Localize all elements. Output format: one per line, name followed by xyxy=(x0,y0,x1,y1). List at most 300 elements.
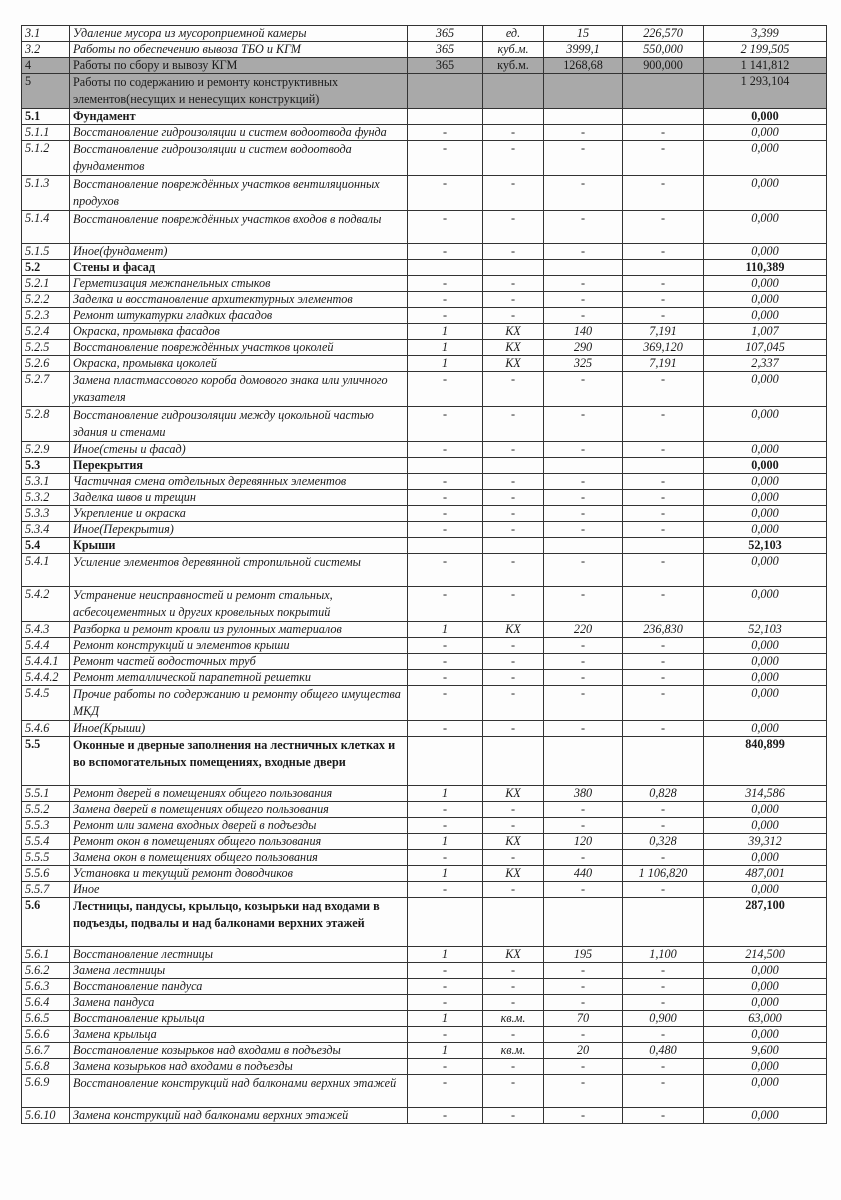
table-row xyxy=(22,866,827,882)
cell-quantity: - xyxy=(544,818,623,834)
cell-name: Ремонт дверей в помещениях общего пользования xyxy=(70,786,408,802)
cell-unit: - xyxy=(483,802,544,818)
cell-unit: - xyxy=(483,1027,544,1043)
cell-quantity: 15 xyxy=(544,26,623,42)
cell-name: Окраска, промывка фасадов xyxy=(70,324,408,340)
cell-price: - xyxy=(623,442,704,458)
cell-code: 5.6.1 xyxy=(22,947,70,963)
table-row xyxy=(22,211,827,244)
cell-frequency xyxy=(408,458,483,474)
cell-quantity: - xyxy=(544,802,623,818)
cell-name: Заделка швов и трещин xyxy=(70,490,408,506)
cell-frequency: - xyxy=(408,506,483,522)
cell-name: Замена лестницы xyxy=(70,963,408,979)
cell-unit: - xyxy=(483,670,544,686)
cell-sum: 0,000 xyxy=(704,654,827,670)
cell-frequency: 1 xyxy=(408,1043,483,1059)
cell-unit: - xyxy=(483,979,544,995)
cell-price: 900,000 xyxy=(623,58,704,74)
cell-frequency: - xyxy=(408,522,483,538)
cell-sum: 0,000 xyxy=(704,979,827,995)
cell-frequency xyxy=(408,109,483,125)
cell-sum: 0,000 xyxy=(704,802,827,818)
cell-quantity: 140 xyxy=(544,324,623,340)
cell-quantity: 3999,1 xyxy=(544,42,623,58)
cell-unit: - xyxy=(483,372,544,407)
table-row xyxy=(22,1075,827,1108)
table-row xyxy=(22,882,827,898)
table-row xyxy=(22,340,827,356)
cell-code: 5.4.4.1 xyxy=(22,654,70,670)
cell-quantity: - xyxy=(544,292,623,308)
cell-name: Разборка и ремонт кровли из рулонных материалов xyxy=(70,622,408,638)
cell-price: - xyxy=(623,276,704,292)
cell-quantity xyxy=(544,898,623,947)
cell-frequency: 365 xyxy=(408,26,483,42)
cell-quantity: - xyxy=(544,979,623,995)
cell-unit: - xyxy=(483,995,544,1011)
cell-price: - xyxy=(623,670,704,686)
cell-price: - xyxy=(623,1027,704,1043)
cell-quantity xyxy=(544,74,623,109)
cell-quantity: - xyxy=(544,721,623,737)
cell-unit: - xyxy=(483,1108,544,1124)
cell-code: 5 xyxy=(22,74,70,109)
cell-name: Восстановление крыльца xyxy=(70,1011,408,1027)
cell-name: Ремонт металлической парапетной решетки xyxy=(70,670,408,686)
table-row xyxy=(22,979,827,995)
cell-price: 0,900 xyxy=(623,1011,704,1027)
cell-name: Иное xyxy=(70,882,408,898)
cell-sum: 0,000 xyxy=(704,1027,827,1043)
cell-quantity: - xyxy=(544,850,623,866)
cell-code: 5.4.6 xyxy=(22,721,70,737)
cell-unit: - xyxy=(483,407,544,442)
cell-unit: - xyxy=(483,686,544,721)
cell-sum: 487,001 xyxy=(704,866,827,882)
cell-frequency: 1 xyxy=(408,622,483,638)
cell-name: Восстановление козырьков над входами в подъезды xyxy=(70,1043,408,1059)
cell-sum: 0,000 xyxy=(704,176,827,211)
cell-unit: - xyxy=(483,882,544,898)
cell-code: 5.5.5 xyxy=(22,850,70,866)
cell-quantity: - xyxy=(544,1075,623,1108)
cell-frequency: - xyxy=(408,554,483,587)
cell-sum: 110,389 xyxy=(704,260,827,276)
cell-unit: - xyxy=(483,276,544,292)
cell-price xyxy=(623,458,704,474)
cell-code: 3.1 xyxy=(22,26,70,42)
cell-code: 5.5.2 xyxy=(22,802,70,818)
cell-code: 5.2.2 xyxy=(22,292,70,308)
table-row xyxy=(22,1108,827,1124)
cell-code: 4 xyxy=(22,58,70,74)
cell-frequency: - xyxy=(408,292,483,308)
table-row xyxy=(22,554,827,587)
cell-quantity: - xyxy=(544,1059,623,1075)
cell-name: Устранение неисправностей и ремонт стальных, асбесоцементных и других кровельных покрытий xyxy=(70,587,408,622)
cell-code: 5.2.8 xyxy=(22,407,70,442)
cell-sum: 52,103 xyxy=(704,622,827,638)
cell-frequency: 365 xyxy=(408,58,483,74)
cell-quantity xyxy=(544,260,623,276)
cell-sum: 52,103 xyxy=(704,538,827,554)
cell-price: - xyxy=(623,141,704,176)
cell-sum: 0,000 xyxy=(704,1108,827,1124)
cell-name: Замена конструкций над балконами верхних этажей xyxy=(70,1108,408,1124)
cell-price: - xyxy=(623,308,704,324)
cell-code: 5.3.4 xyxy=(22,522,70,538)
cell-sum: 107,045 xyxy=(704,340,827,356)
works-cost-table xyxy=(21,25,827,1124)
table-row xyxy=(22,1043,827,1059)
cell-quantity: - xyxy=(544,506,623,522)
cell-name: Замена пандуса xyxy=(70,995,408,1011)
cell-quantity: - xyxy=(544,522,623,538)
cell-unit: КХ xyxy=(483,834,544,850)
table-row xyxy=(22,850,827,866)
cell-code: 5.3.3 xyxy=(22,506,70,522)
cell-name: Восстановление конструкций над балконами верхних этажей xyxy=(70,1075,408,1108)
cell-name: Оконные и дверные заполнения на лестничных клетках и во вспомогательных помещениях, входные двери xyxy=(70,737,408,786)
cell-sum: 0,000 xyxy=(704,686,827,721)
cell-unit: - xyxy=(483,211,544,244)
cell-price: 7,191 xyxy=(623,356,704,372)
cell-name: Окраска, промывка цоколей xyxy=(70,356,408,372)
cell-name: Стены и фасад xyxy=(70,260,408,276)
cell-frequency: - xyxy=(408,638,483,654)
cell-quantity: - xyxy=(544,882,623,898)
cell-unit: КХ xyxy=(483,340,544,356)
cell-frequency: - xyxy=(408,802,483,818)
cell-code: 5.6.10 xyxy=(22,1108,70,1124)
cell-frequency: - xyxy=(408,407,483,442)
works-cost-table-page xyxy=(21,25,826,1124)
cell-price: 550,000 xyxy=(623,42,704,58)
cell-sum: 0,000 xyxy=(704,818,827,834)
cell-frequency: - xyxy=(408,474,483,490)
cell-sum: 0,000 xyxy=(704,721,827,737)
cell-name: Лестницы, пандусы, крыльцо, козырьки над входами в подъезды, подвалы и над балконами верхних этажей xyxy=(70,898,408,947)
cell-code: 5.4.4 xyxy=(22,638,70,654)
cell-sum: 0,000 xyxy=(704,882,827,898)
cell-price: - xyxy=(623,125,704,141)
cell-unit: - xyxy=(483,818,544,834)
cell-unit xyxy=(483,74,544,109)
cell-unit: кв.м. xyxy=(483,1043,544,1059)
cell-quantity: - xyxy=(544,372,623,407)
cell-name: Восстановление гидроизоляции между цокольной частью здания и стенами xyxy=(70,407,408,442)
cell-name: Укрепление и окраска xyxy=(70,506,408,522)
cell-quantity: - xyxy=(544,995,623,1011)
cell-name: Замена козырьков над входами в подъезды xyxy=(70,1059,408,1075)
cell-unit xyxy=(483,898,544,947)
cell-frequency: 1 xyxy=(408,866,483,882)
cell-price: - xyxy=(623,176,704,211)
cell-price xyxy=(623,260,704,276)
cell-code: 5.1.5 xyxy=(22,244,70,260)
cell-unit xyxy=(483,109,544,125)
cell-sum: 0,000 xyxy=(704,587,827,622)
table-row xyxy=(22,963,827,979)
cell-sum: 314,586 xyxy=(704,786,827,802)
table-row xyxy=(22,74,827,109)
cell-quantity: - xyxy=(544,1027,623,1043)
table-row xyxy=(22,1059,827,1075)
cell-quantity: 325 xyxy=(544,356,623,372)
cell-frequency: 1 xyxy=(408,834,483,850)
table-row xyxy=(22,898,827,947)
cell-name: Ремонт штукатурки гладких фасадов xyxy=(70,308,408,324)
table-row xyxy=(22,587,827,622)
cell-sum: 1,007 xyxy=(704,324,827,340)
cell-price: 1,100 xyxy=(623,947,704,963)
table-row xyxy=(22,372,827,407)
cell-name: Крыши xyxy=(70,538,408,554)
cell-code: 5.6.5 xyxy=(22,1011,70,1027)
cell-code: 5.3.2 xyxy=(22,490,70,506)
table-row xyxy=(22,356,827,372)
cell-unit: куб.м. xyxy=(483,58,544,74)
cell-quantity: 440 xyxy=(544,866,623,882)
cell-price xyxy=(623,737,704,786)
cell-code: 5.4.2 xyxy=(22,587,70,622)
cell-unit: - xyxy=(483,292,544,308)
table-row xyxy=(22,244,827,260)
cell-code: 5.2.7 xyxy=(22,372,70,407)
cell-sum: 1 141,812 xyxy=(704,58,827,74)
cell-code: 5.4.4.2 xyxy=(22,670,70,686)
cell-code: 5.6.6 xyxy=(22,1027,70,1043)
table-row xyxy=(22,58,827,74)
cell-sum: 287,100 xyxy=(704,898,827,947)
cell-price: - xyxy=(623,292,704,308)
cell-frequency: - xyxy=(408,850,483,866)
table-row xyxy=(22,308,827,324)
cell-frequency: 1 xyxy=(408,356,483,372)
cell-quantity: - xyxy=(544,1108,623,1124)
table-row xyxy=(22,654,827,670)
table-row xyxy=(22,686,827,721)
cell-name: Ремонт или замена входных дверей в подъезды xyxy=(70,818,408,834)
cell-sum: 0,000 xyxy=(704,850,827,866)
cell-frequency xyxy=(408,74,483,109)
cell-name: Ремонт окон в помещениях общего пользования xyxy=(70,834,408,850)
cell-sum: 0,000 xyxy=(704,522,827,538)
cell-quantity xyxy=(544,458,623,474)
table-row xyxy=(22,42,827,58)
cell-unit: куб.м. xyxy=(483,42,544,58)
table-row xyxy=(22,1027,827,1043)
cell-code: 5.5.1 xyxy=(22,786,70,802)
cell-unit: - xyxy=(483,654,544,670)
cell-price: - xyxy=(623,638,704,654)
cell-name: Замена пластмассового короба домового знака или уличного указателя xyxy=(70,372,408,407)
cell-price: - xyxy=(623,1075,704,1108)
table-body xyxy=(22,26,827,1124)
cell-frequency: - xyxy=(408,442,483,458)
cell-frequency: - xyxy=(408,721,483,737)
cell-price: - xyxy=(623,474,704,490)
cell-code: 5.1.4 xyxy=(22,211,70,244)
cell-price: - xyxy=(623,995,704,1011)
cell-price: - xyxy=(623,721,704,737)
cell-price: - xyxy=(623,802,704,818)
table-row xyxy=(22,458,827,474)
cell-sum: 0,000 xyxy=(704,308,827,324)
cell-frequency xyxy=(408,538,483,554)
cell-sum: 2 199,505 xyxy=(704,42,827,58)
cell-unit: КХ xyxy=(483,786,544,802)
table-row xyxy=(22,407,827,442)
cell-price: 1 106,820 xyxy=(623,866,704,882)
cell-sum: 0,000 xyxy=(704,638,827,654)
cell-name: Замена крыльца xyxy=(70,1027,408,1043)
cell-price: - xyxy=(623,882,704,898)
cell-quantity: - xyxy=(544,125,623,141)
cell-frequency: - xyxy=(408,587,483,622)
cell-quantity: - xyxy=(544,587,623,622)
cell-unit xyxy=(483,737,544,786)
cell-quantity: - xyxy=(544,963,623,979)
cell-code: 5.6.2 xyxy=(22,963,70,979)
cell-frequency: - xyxy=(408,979,483,995)
cell-price: 0,480 xyxy=(623,1043,704,1059)
table-row xyxy=(22,995,827,1011)
cell-frequency: - xyxy=(408,995,483,1011)
cell-sum: 1 293,104 xyxy=(704,74,827,109)
table-row xyxy=(22,260,827,276)
table-row xyxy=(22,26,827,42)
cell-quantity: 290 xyxy=(544,340,623,356)
cell-quantity: 70 xyxy=(544,1011,623,1027)
cell-sum: 0,000 xyxy=(704,276,827,292)
table-row xyxy=(22,176,827,211)
cell-frequency: - xyxy=(408,963,483,979)
table-row xyxy=(22,292,827,308)
cell-code: 5.1.1 xyxy=(22,125,70,141)
cell-unit: кв.м. xyxy=(483,1011,544,1027)
cell-price: 0,828 xyxy=(623,786,704,802)
cell-code: 5.5.7 xyxy=(22,882,70,898)
cell-code: 5.4.1 xyxy=(22,554,70,587)
cell-unit: - xyxy=(483,141,544,176)
cell-price: 226,570 xyxy=(623,26,704,42)
table-row xyxy=(22,324,827,340)
cell-name: Работы по обеспечению вывоза ТБО и КГМ xyxy=(70,42,408,58)
cell-quantity xyxy=(544,737,623,786)
cell-code: 5.2.5 xyxy=(22,340,70,356)
cell-price: - xyxy=(623,522,704,538)
cell-code: 5.5 xyxy=(22,737,70,786)
cell-name: Ремонт частей водосточных труб xyxy=(70,654,408,670)
cell-unit xyxy=(483,260,544,276)
cell-name: Ремонт конструкций и элементов крыши xyxy=(70,638,408,654)
cell-quantity xyxy=(544,538,623,554)
table-row xyxy=(22,721,827,737)
cell-code: 5.6.3 xyxy=(22,979,70,995)
table-row xyxy=(22,802,827,818)
cell-unit: - xyxy=(483,244,544,260)
cell-unit: - xyxy=(483,442,544,458)
cell-sum: 0,000 xyxy=(704,474,827,490)
cell-quantity: 120 xyxy=(544,834,623,850)
cell-price: 236,830 xyxy=(623,622,704,638)
cell-frequency: - xyxy=(408,818,483,834)
cell-name: Восстановление повреждённых участков цоколей xyxy=(70,340,408,356)
cell-frequency xyxy=(408,260,483,276)
cell-unit: КХ xyxy=(483,356,544,372)
cell-frequency: - xyxy=(408,1027,483,1043)
cell-frequency: - xyxy=(408,308,483,324)
table-row xyxy=(22,125,827,141)
cell-code: 5.6.8 xyxy=(22,1059,70,1075)
cell-sum: 0,000 xyxy=(704,244,827,260)
cell-unit xyxy=(483,458,544,474)
cell-name: Иное(Крыши) xyxy=(70,721,408,737)
cell-unit: - xyxy=(483,474,544,490)
cell-frequency: - xyxy=(408,211,483,244)
table-row xyxy=(22,474,827,490)
cell-sum: 0,000 xyxy=(704,442,827,458)
cell-unit: - xyxy=(483,1075,544,1108)
cell-frequency: - xyxy=(408,882,483,898)
cell-unit xyxy=(483,538,544,554)
table-row xyxy=(22,141,827,176)
table-row xyxy=(22,276,827,292)
cell-quantity: - xyxy=(544,654,623,670)
cell-unit: - xyxy=(483,506,544,522)
cell-sum: 0,000 xyxy=(704,506,827,522)
cell-price: - xyxy=(623,686,704,721)
cell-sum: 9,600 xyxy=(704,1043,827,1059)
cell-name: Прочие работы по содержанию и ремонту общего имущества МКД xyxy=(70,686,408,721)
cell-frequency: 1 xyxy=(408,324,483,340)
cell-unit: - xyxy=(483,721,544,737)
cell-name: Иное(Перекрытия) xyxy=(70,522,408,538)
cell-sum: 0,000 xyxy=(704,458,827,474)
cell-unit: - xyxy=(483,522,544,538)
cell-sum: 0,000 xyxy=(704,125,827,141)
table-row xyxy=(22,522,827,538)
cell-quantity: - xyxy=(544,638,623,654)
cell-frequency: 1 xyxy=(408,1011,483,1027)
cell-frequency: 1 xyxy=(408,786,483,802)
cell-price: 0,328 xyxy=(623,834,704,850)
table-row xyxy=(22,442,827,458)
cell-quantity: - xyxy=(544,244,623,260)
cell-name: Восстановление повреждённых участков вентиляционных продухов xyxy=(70,176,408,211)
cell-name: Восстановление пандуса xyxy=(70,979,408,995)
cell-code: 5.1.3 xyxy=(22,176,70,211)
cell-quantity: - xyxy=(544,554,623,587)
cell-code: 5.2 xyxy=(22,260,70,276)
cell-frequency: 365 xyxy=(408,42,483,58)
cell-code: 5.2.9 xyxy=(22,442,70,458)
cell-price: - xyxy=(623,979,704,995)
cell-sum: 2,337 xyxy=(704,356,827,372)
cell-price: 369,120 xyxy=(623,340,704,356)
cell-quantity: - xyxy=(544,211,623,244)
table-row xyxy=(22,947,827,963)
cell-sum: 0,000 xyxy=(704,995,827,1011)
cell-quantity: - xyxy=(544,176,623,211)
table-row xyxy=(22,834,827,850)
cell-sum: 0,000 xyxy=(704,490,827,506)
cell-sum: 63,000 xyxy=(704,1011,827,1027)
cell-code: 5.2.6 xyxy=(22,356,70,372)
cell-frequency: - xyxy=(408,1075,483,1108)
